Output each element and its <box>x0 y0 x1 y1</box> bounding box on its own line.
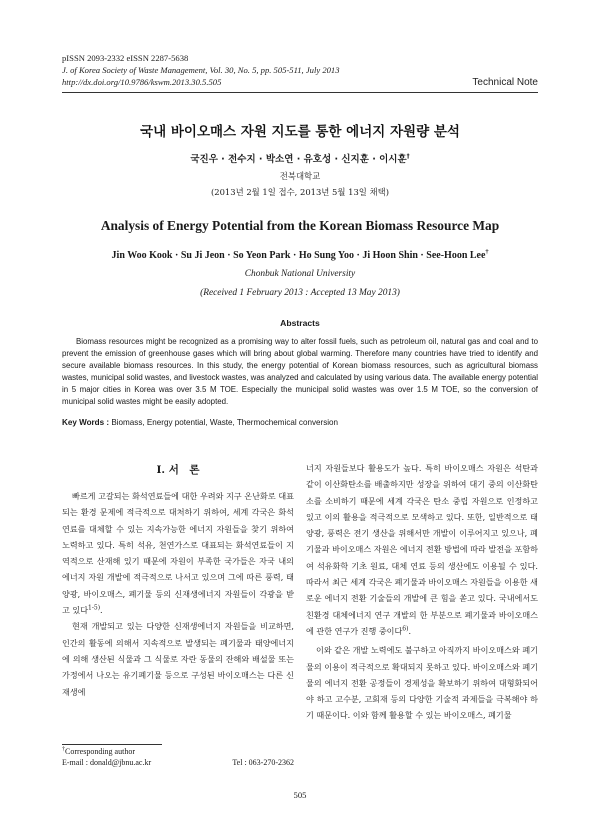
korean-affiliation: 전북대학교 <box>279 171 321 181</box>
paragraph: 이와 같은 개발 노력에도 불구하고 아직까지 바이오매스와 폐기물의 이용이 적극적으로 확대되지 못하고 있다. 바이오매스와 폐기물의 에너지 전환 공정들이 경제성을 확보하기 위하여 대형화되어야 하고 고수분, 고회재 등의 다양한 기술적 과제들을 극복해야 하기 때문이다. 이와 함께 활용할 수 있는 바이오매스, 폐기물 <box>306 645 538 721</box>
paragraph-text: 너지 자원들보다 활용도가 높다. 특히 바이오매스 자원은 석탄과 같이 이산화탄소를 배출하지만 성장을 위하여 대기 중의 이산화탄소를 소비하기 때문에 세계 각국은 탄소 중립 자원으로 인정하고 있고 이의 활용을 적극적으로 모색하고 있다. 또한, 일반적으로 태양광, 풍력은 전기 생산을 위해서만 개발이 이루어지고 있으나, 폐기물과 바이오매스 자원은 에너지 전환 방법에 따라 발전을 포함하여 석유화학 기초 원료, 대체 연료 등의 생산에도 이용될 수 있다. 따라서 최근 세계 각국은 폐기물과 바이오매스 자원들을 이용한 새로운 에너지 전환 기술들의 개발에 큰 힘을 쏟고 있다. 국내에서도 친환경 대체에너지 연구 개발의 한 부분으로 폐기물과 바이오매스에 관한 연구가 진행 중이다 <box>306 463 538 636</box>
citation-ref: 6) <box>402 625 409 633</box>
header-rule <box>62 92 538 93</box>
body-column-left <box>62 460 294 700</box>
footnote-contact <box>62 757 294 768</box>
citation-ref: 1-5) <box>88 604 101 612</box>
footnote-label: Corresponding author <box>65 747 135 756</box>
footnote-rule <box>62 744 162 745</box>
body-column-right <box>306 460 538 724</box>
footnote <box>62 746 294 768</box>
issn-line: pISSN 2093-2332 eISSN 2287-5638 <box>62 53 189 63</box>
english-author-list: Jin Woo Kook · Su Ji Jeon · So Yeon Park · Ho Sung Yoo · Ji Hoon Shin · See-Hoon Lee <box>111 250 486 261</box>
paragraph: 현재 개발되고 있는 다양한 신재생에너지 자원들을 비교하면, 인간의 활동에 의해서 지속적으로 발생되는 폐기물과 태양에너지에 의해 생산된 식물과 그 식물로 자란 동물의 잔해와 배설물 또는 가정에서 나오는 유기폐기물 등으로 구성된 바이오매스는 다른 신재생에 <box>62 621 294 697</box>
abstract-heading: Abstracts <box>280 318 320 328</box>
english-received-date: (Received 1 February 2013 : Accepted 13 May 2013) <box>200 288 400 298</box>
keywords <box>62 418 538 427</box>
keywords-label: Key Words : <box>62 418 110 427</box>
page-number: 505 <box>293 790 307 800</box>
article-type-label: Technical Note <box>472 77 538 88</box>
corresponding-mark-en: † <box>485 249 489 256</box>
footnote-author <box>62 746 294 757</box>
keywords-text: Biomass, Energy potential, Waste, Thermochemical conversion <box>111 418 339 427</box>
footnote-mark: † <box>62 746 65 753</box>
journal-citation: J. of Korea Society of Waste Management, Vol. 30, No. 5, pp. 505-511, July 2013 <box>62 65 340 75</box>
english-affiliation: Chonbuk National University <box>244 269 356 279</box>
journal-header <box>62 52 542 88</box>
korean-author-list: 국진우 · 전수지 · 박소연 · 유호성 · 신지훈 · 이시훈 <box>190 154 407 165</box>
corresponding-mark: † <box>406 152 410 160</box>
korean-title: 국내 바이오매스 자원 지도를 통한 에너지 자원량 분석 <box>140 124 460 140</box>
doi-link[interactable]: http://dx.doi.org/10.9786/kswm.2013.30.5.505 <box>62 77 222 87</box>
english-title: Analysis of Energy Potential from the Korean Biomass Resource Map <box>100 218 500 233</box>
english-authors <box>0 250 600 261</box>
abstract-text: Biomass resources might be recognized as a promising way to alter fossil fuels, such as petroleum oil, natural gas and coal and to prevent the emission of greenhouse gases which will bring about global warming. Therefore many countries have tried to identify and secure available biomass resources. In this study, the energy potential of Korean biomass resources, such as agricultural biomass wastes, municipal solid wastes, and livestock wastes, was analyzed and calculated by using various data. The available energy potential in 5 major cities in Korea was over 3.5 M TOE. Especially the municipal solid wastes was over 1.5 M TOE, so the conversion of municipal solid wastes might be easily adopted. <box>62 337 538 407</box>
footnote-email[interactable]: E-mail : donald@jbnu.ac.kr <box>62 758 152 767</box>
section-title: I. 서 론 <box>156 464 200 476</box>
footnote-tel: Tel : 063-270-2362 <box>232 758 294 767</box>
paragraph: 너지 자원들보다 활용도가 높다. 특히 바이오매스 자원은 석탄과 같이 이산화탄소를 배출하지만 성장을 위하여 대기 중의 이산화탄소를 소비하기 때문에 세계 각국은 탄소 중립 자원으로 인정하고 있고 이의 활용을 적극적으로 모색하고 있다. 또한, 일반적으로 태양광, 풍력은 전기 생산을 위해서만 개발이 이루어지고 있으나, 폐기물과 바이오매스 자원은 에너지 전환 방법에 따라 발전을 포함하여 석유화학 기초 원료, 대체 연료 등의 생산에도 이용될 수 있다. 따라서 최근 세계 각국은 폐기물과 바이오매스 자원들을 이용한 새로운 에너지 전환 기술들의 개발에 큰 힘을 쏟고 있다. 국내에서도 친환경 대체에너지 연구 개발의 한 부분으로 폐기물과 바이오매스에 관한 연구가 진행 중이다$^{6)}$. <box>306 463 538 636</box>
paragraph-text: 빠르게 고갈되는 화석연료들에 대한 우려와 지구 온난화로 대표되는 환경 문제에 적극적으로 대처하기 위하여, 세계 각국은 화석연료를 대체할 수 있는 지속가능한 에너지 자원들을 찾기 위하여 노력하고 있다. 특히 석유, 천연가스로 대표되는 화석연료들이 지역적으로 산재해 있기 때문에 자원이 부족한 국가들은 자국 내의 에너지 자원 개발에 적극적으로 나서고 있으며 그에 따른 풍력, 태양광, 바이오매스, 폐기물 등의 신재생에너지 자원들이 각광을 받고 있다 <box>62 491 294 616</box>
korean-authors <box>0 151 600 165</box>
korean-received-date: (2013년 2월 1일 접수, 2013년 5월 13일 채택) <box>210 187 389 197</box>
paragraph: 빠르게 고갈되는 화석연료들에 대한 우려와 지구 온난화로 대표되는 환경 문제에 적극적으로 대처하기 위하여, 세계 각국은 화석연료를 대체할 수 있는 지속가능한 에너지 자원들을 찾기 위하여 노력하고 있다. 특히 석유, 천연가스로 대표되는 화석연료들이 지역적으로 산재해 있기 때문에 자원이 부족한 국가들은 자국 내의 에너지 자원 개발에 적극적으로 나서고 있으며 그에 따른 풍력, 태양광, 바이오매스, 폐기물 등의 신재생에너지 자원들이 각광을 받고 있다$^{1-5)}$. <box>62 491 294 616</box>
